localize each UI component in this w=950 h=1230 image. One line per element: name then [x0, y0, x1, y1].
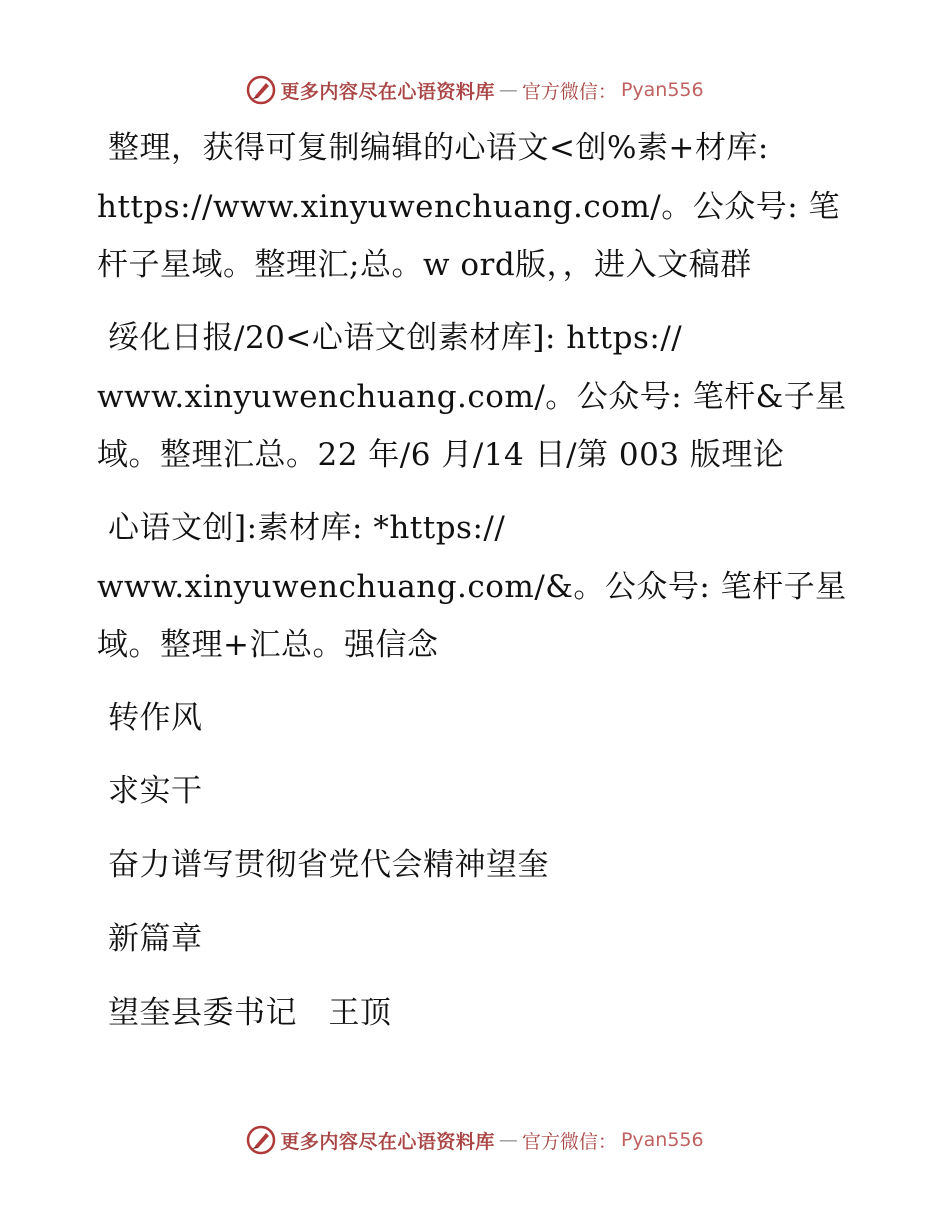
paragraph-2-line-3: 域。整理汇总。22 年/6 月/14 日/第 003 版理论	[97, 437, 785, 473]
logo-icon	[246, 1125, 276, 1155]
site-name: 更多内容尽在心语资料库	[280, 1130, 495, 1153]
site-name: 更多内容尽在心语资料库	[280, 80, 495, 103]
paragraph-1-line-2: https://www.xinyuwenchuang.com/。公众号: 笔	[97, 189, 841, 225]
paragraph-2-line-2: www.xinyuwenchuang.com/。公众号: 笔杆&子星	[97, 379, 847, 415]
heading-line-4: 新篇章	[108, 921, 203, 957]
wechat-id: Pyan556	[620, 79, 704, 101]
wechat-label: 官方微信：	[521, 80, 617, 103]
wechat-label: 官方微信：	[521, 1130, 617, 1153]
wechat-id: Pyan556	[620, 1129, 704, 1151]
banner-dash: —	[498, 79, 518, 101]
heading-line-3: 奋力谱写贯彻省党代会精神望奎	[108, 847, 549, 883]
paragraph-2-line-1: 绥化日报/20<心语文创素材库]: https://	[108, 320, 683, 356]
paragraph-3-line-1: 心语文创]:素材库: *https://	[108, 510, 506, 546]
heading-line-2: 求实干	[108, 773, 203, 809]
paragraph-3-line-2: www.xinyuwenchuang.com/&。公众号: 笔杆子星	[97, 569, 847, 605]
paragraph-1-line-1: 整理，获得可复制编辑的心语文<创%素+材库:	[108, 130, 769, 166]
footer-watermark	[0, 1120, 950, 1160]
paragraph-1-line-3: 杆子星域。整理汇;总。w ord版，，进入文稿群	[97, 247, 752, 283]
author-line: 望奎县委书记 王顶	[108, 995, 392, 1031]
paragraph-3-line-3: 域。整理+汇总。强信念	[97, 627, 439, 663]
heading-line-1: 转作风	[108, 700, 203, 736]
banner-dash: —	[498, 1129, 518, 1151]
